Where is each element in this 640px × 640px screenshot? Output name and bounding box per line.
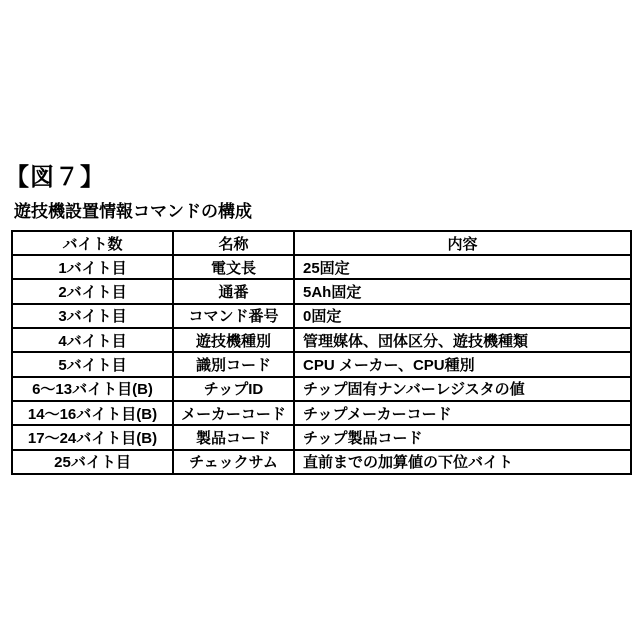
content-cell: チップ固有ナンバーレジスタの値 <box>294 377 631 401</box>
table-caption: 遊技機設置情報コマンドの構成 <box>14 202 252 221</box>
name-cell: 識別コード <box>173 352 294 376</box>
content-cell: 25固定 <box>294 255 631 279</box>
name-cell: 遊技機種別 <box>173 328 294 352</box>
name-cell: コマンド番号 <box>173 304 294 328</box>
table-row <box>12 450 631 474</box>
table-header-row <box>12 231 631 255</box>
header-content: 内容 <box>294 231 631 255</box>
table-row <box>12 304 631 328</box>
header-byte-count: バイト数 <box>12 231 173 255</box>
byte-cell: 2バイト目 <box>12 279 173 303</box>
content-cell: 直前までの加算値の下位バイト <box>294 450 631 474</box>
byte-cell: 5バイト目 <box>12 352 173 376</box>
table-row <box>12 425 631 449</box>
name-cell: チップID <box>173 377 294 401</box>
name-cell: チェックサム <box>173 450 294 474</box>
table-row <box>12 328 631 352</box>
figure-label: 【図７】 <box>5 164 105 191</box>
table-row <box>12 279 631 303</box>
table-row <box>12 401 631 425</box>
name-cell: 通番 <box>173 279 294 303</box>
table-row <box>12 377 631 401</box>
byte-cell: 25バイト目 <box>12 450 173 474</box>
name-cell: メーカーコード <box>173 401 294 425</box>
byte-cell: 6〜13バイト目(B) <box>12 377 173 401</box>
byte-cell: 3バイト目 <box>12 304 173 328</box>
byte-cell: 1バイト目 <box>12 255 173 279</box>
table-row <box>12 255 631 279</box>
byte-cell: 14〜16バイト目(B) <box>12 401 173 425</box>
byte-cell: 4バイト目 <box>12 328 173 352</box>
byte-cell: 17〜24バイト目(B) <box>12 425 173 449</box>
content-cell: 管理媒体、団体区分、遊技機種類 <box>294 328 631 352</box>
header-name: 名称 <box>173 231 294 255</box>
table-body <box>12 255 631 474</box>
command-structure-table <box>11 230 632 475</box>
content-cell: 0固定 <box>294 304 631 328</box>
content-cell: チップメーカーコード <box>294 401 631 425</box>
content-cell: CPU メーカー、CPU種別 <box>294 352 631 376</box>
name-cell: 電文長 <box>173 255 294 279</box>
table-row <box>12 352 631 376</box>
content-cell: 5Ah固定 <box>294 279 631 303</box>
name-cell: 製品コード <box>173 425 294 449</box>
content-cell: チップ製品コード <box>294 425 631 449</box>
